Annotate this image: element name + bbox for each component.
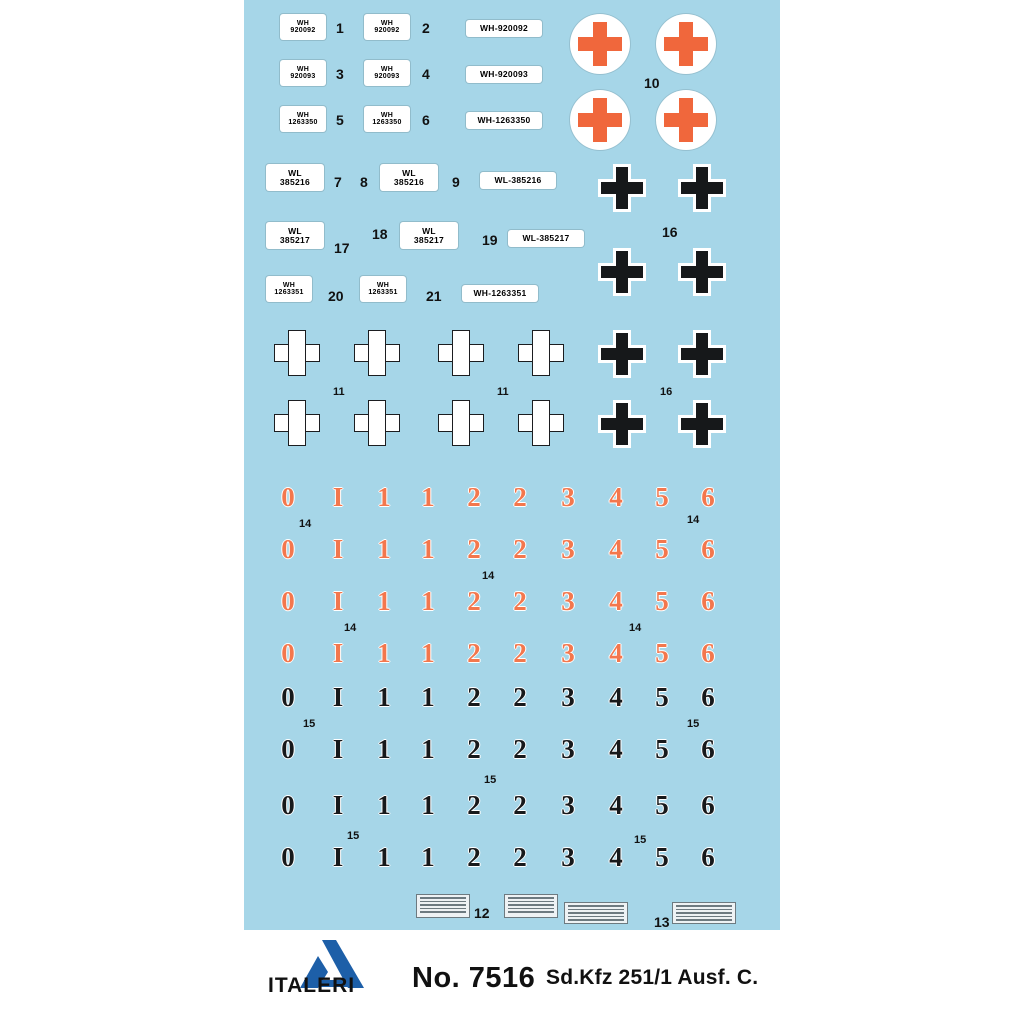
- number-decal: I: [332, 842, 344, 872]
- black-balkenkreuz-decal: [678, 330, 726, 378]
- number-decal: 5: [655, 842, 669, 872]
- plate-line-1: WH: [380, 65, 394, 73]
- number-decal: 5: [655, 790, 669, 820]
- brand-name: ITALERI: [268, 974, 356, 997]
- callout-number: 2: [422, 20, 430, 36]
- number-decal: 3: [561, 842, 575, 872]
- callout-number: 15: [484, 774, 497, 786]
- number-decal: 2: [513, 790, 527, 820]
- number-decal: 2: [513, 842, 527, 872]
- number-decal: 3: [561, 734, 575, 764]
- number-decal: 5: [655, 638, 669, 668]
- plate-line-1: WH: [380, 19, 394, 27]
- plate-line-2: 385216: [393, 176, 425, 187]
- plate-line-1: WL: [422, 225, 436, 236]
- number-decal: 5: [655, 682, 669, 712]
- plate-line-1: WL: [288, 225, 302, 236]
- number-decal: 3: [561, 638, 575, 668]
- decal-plate: [466, 112, 542, 129]
- number-decal: I: [332, 586, 344, 616]
- plate-line-1: WH: [296, 111, 310, 119]
- number-decal: 1: [377, 682, 391, 712]
- number-decal: 6: [701, 482, 715, 512]
- plate-line-2: 385217: [279, 234, 311, 245]
- plate-line-2: 1263351: [274, 289, 304, 296]
- callout-number: 16: [660, 386, 673, 398]
- red-cross-roundel-decal: [656, 90, 716, 150]
- callout-number: 6: [422, 112, 430, 128]
- callout-number: 9: [452, 174, 460, 190]
- kit-number: No. 7516: [412, 962, 536, 994]
- callout-number: 10: [644, 75, 660, 91]
- number-decal: 5: [655, 482, 669, 512]
- black-balkenkreuz-decal: [678, 248, 726, 296]
- callout-number: 13: [654, 914, 670, 930]
- number-decal: 6: [701, 586, 715, 616]
- number-decal: 5: [655, 586, 669, 616]
- number-decal: 1: [421, 482, 435, 512]
- number-decal: 4: [609, 586, 623, 616]
- plate-line-2: 385216: [279, 176, 311, 187]
- decal-plate: [280, 60, 326, 86]
- callout-number: 21: [426, 288, 442, 304]
- plate-line-1: WH-920093: [479, 69, 529, 80]
- number-decal: 2: [513, 638, 527, 668]
- callout-number: 1: [336, 20, 344, 36]
- callout-number: 14: [344, 622, 357, 634]
- outline-balkenkreuz-decal: [354, 400, 400, 446]
- number-decal: 3: [561, 586, 575, 616]
- red-cross-roundel-decal: [570, 90, 630, 150]
- decal-plate: [364, 60, 410, 86]
- plate-line-1: WH-1263351: [473, 288, 527, 299]
- number-decal: 1: [421, 586, 435, 616]
- number-decal: 2: [467, 534, 481, 564]
- number-decal: 1: [377, 482, 391, 512]
- callout-number: 20: [328, 288, 344, 304]
- callout-number: 16: [662, 224, 678, 240]
- number-decal: 2: [513, 534, 527, 564]
- number-decal: 0: [281, 842, 295, 872]
- number-decal: 6: [701, 790, 715, 820]
- decal-plate: [480, 172, 556, 189]
- instruction-placard-decal: [564, 902, 628, 924]
- plate-line-1: WH-1263350: [477, 115, 531, 126]
- callout-number: 15: [303, 718, 316, 730]
- decal-plate: [462, 285, 538, 302]
- callout-number: 11: [497, 386, 509, 398]
- number-decal: 1: [421, 534, 435, 564]
- number-decal: I: [332, 482, 344, 512]
- number-decal: 2: [513, 682, 527, 712]
- black-balkenkreuz-decal: [678, 164, 726, 212]
- number-decal: 6: [701, 534, 715, 564]
- number-decal: 1: [377, 842, 391, 872]
- number-decal: 0: [281, 586, 295, 616]
- callout-number: 7: [334, 174, 342, 190]
- footer-bar: [244, 930, 780, 1002]
- decal-plate: [266, 222, 324, 249]
- outline-balkenkreuz-decal: [354, 330, 400, 376]
- callout-number: 8: [360, 174, 368, 190]
- number-decal: 2: [467, 482, 481, 512]
- number-decal: 1: [421, 734, 435, 764]
- decal-plate: [280, 14, 326, 40]
- number-decal: 2: [467, 790, 481, 820]
- plate-line-1: WH-920092: [479, 23, 529, 34]
- plate-line-1: WH: [380, 111, 394, 119]
- outline-balkenkreuz-decal: [438, 330, 484, 376]
- number-decal: 3: [561, 790, 575, 820]
- number-decal: 2: [467, 842, 481, 872]
- callout-number: 14: [482, 570, 495, 582]
- callout-number: 15: [687, 718, 700, 730]
- number-decal: 1: [421, 790, 435, 820]
- plate-line-2: 920093: [374, 73, 400, 80]
- plate-line-1: WL-385216: [494, 175, 542, 186]
- number-decal: 4: [609, 482, 623, 512]
- number-decal: 0: [281, 682, 295, 712]
- number-decal: 2: [513, 586, 527, 616]
- decal-plate: [466, 20, 542, 37]
- number-decal: 4: [609, 638, 623, 668]
- plate-line-1: WH: [296, 65, 310, 73]
- plate-line-1: WH: [282, 281, 296, 289]
- kit-name: Sd.Kfz 251/1 Ausf. C.: [546, 966, 759, 989]
- black-balkenkreuz-decal: [598, 164, 646, 212]
- number-decal: 2: [513, 482, 527, 512]
- number-decal: 4: [609, 842, 623, 872]
- decal-plate: [280, 106, 326, 132]
- decal-plate: [466, 66, 542, 83]
- number-decal: 0: [281, 534, 295, 564]
- number-decal: 1: [377, 638, 391, 668]
- number-decal: 3: [561, 534, 575, 564]
- callout-number: 14: [687, 514, 700, 526]
- black-balkenkreuz-decal: [598, 400, 646, 448]
- number-decal: 4: [609, 682, 623, 712]
- instruction-placard-decal: [504, 894, 558, 918]
- number-decal: 3: [561, 482, 575, 512]
- callout-number: 11: [333, 386, 345, 398]
- number-decal: I: [332, 534, 344, 564]
- callout-number: 15: [634, 834, 647, 846]
- decal-plate: [364, 106, 410, 132]
- plate-line-1: WH: [376, 281, 390, 289]
- callout-number: 15: [347, 830, 360, 842]
- black-balkenkreuz-decal: [598, 330, 646, 378]
- number-decal: 1: [377, 790, 391, 820]
- outline-balkenkreuz-decal: [438, 400, 484, 446]
- number-decal: 5: [655, 734, 669, 764]
- plate-line-2: 920092: [290, 27, 316, 34]
- number-decal: I: [332, 682, 344, 712]
- callout-number: 17: [334, 240, 350, 256]
- plate-line-2: 920093: [290, 73, 316, 80]
- decal-plate: [266, 276, 312, 302]
- decal-plate: [364, 14, 410, 40]
- plate-line-1: WL: [402, 167, 416, 178]
- red-cross-roundel-decal: [656, 14, 716, 74]
- number-decal: 0: [281, 638, 295, 668]
- plate-line-2: 385217: [413, 234, 445, 245]
- number-decal: 6: [701, 734, 715, 764]
- callout-number: 18: [372, 226, 388, 242]
- black-balkenkreuz-decal: [598, 248, 646, 296]
- number-decal: 6: [701, 638, 715, 668]
- number-decal: 4: [609, 534, 623, 564]
- callout-number: 4: [422, 66, 430, 82]
- number-decal: 0: [281, 734, 295, 764]
- plate-line-1: WL: [288, 167, 302, 178]
- plate-line-1: WH: [296, 19, 310, 27]
- callout-number: 14: [299, 518, 312, 530]
- callout-number: 19: [482, 232, 498, 248]
- plate-line-2: 1263350: [288, 119, 318, 126]
- decal-plate: [400, 222, 458, 249]
- callout-number: 5: [336, 112, 344, 128]
- outline-balkenkreuz-decal: [274, 330, 320, 376]
- number-decal: I: [332, 734, 344, 764]
- number-decal: 0: [281, 482, 295, 512]
- black-balkenkreuz-decal: [678, 400, 726, 448]
- outline-balkenkreuz-decal: [518, 330, 564, 376]
- decal-sheet: [244, 0, 780, 1002]
- instruction-placard-decal: [416, 894, 470, 918]
- decal-plate: [508, 230, 584, 247]
- number-decal: 6: [701, 842, 715, 872]
- number-decal: 4: [609, 734, 623, 764]
- decal-plate: [380, 164, 438, 191]
- number-decal: 1: [377, 534, 391, 564]
- number-decal: 6: [701, 682, 715, 712]
- number-decal: 2: [467, 638, 481, 668]
- number-decal: 2: [513, 734, 527, 764]
- number-decal: 0: [281, 790, 295, 820]
- plate-line-2: 920092: [374, 27, 400, 34]
- callout-number: 14: [629, 622, 642, 634]
- number-decal: 5: [655, 534, 669, 564]
- number-decal: 1: [377, 586, 391, 616]
- number-decal: I: [332, 638, 344, 668]
- plate-line-2: 1263351: [368, 289, 398, 296]
- red-cross-roundel-decal: [570, 14, 630, 74]
- plate-line-1: WL-385217: [522, 233, 570, 244]
- outline-balkenkreuz-decal: [274, 400, 320, 446]
- number-decal: 1: [421, 638, 435, 668]
- number-decal: 2: [467, 734, 481, 764]
- decal-plate: [360, 276, 406, 302]
- plate-line-2: 1263350: [372, 119, 402, 126]
- number-decal: I: [332, 790, 344, 820]
- number-decal: 4: [609, 790, 623, 820]
- number-decal: 3: [561, 682, 575, 712]
- number-decal: 1: [377, 734, 391, 764]
- number-decal: 1: [421, 842, 435, 872]
- callout-number: 12: [474, 905, 490, 921]
- decal-plate: [266, 164, 324, 191]
- number-decal: 2: [467, 586, 481, 616]
- callout-number: 3: [336, 66, 344, 82]
- outline-balkenkreuz-decal: [518, 400, 564, 446]
- number-decal: 1: [421, 682, 435, 712]
- instruction-placard-decal: [672, 902, 736, 924]
- number-decal: 2: [467, 682, 481, 712]
